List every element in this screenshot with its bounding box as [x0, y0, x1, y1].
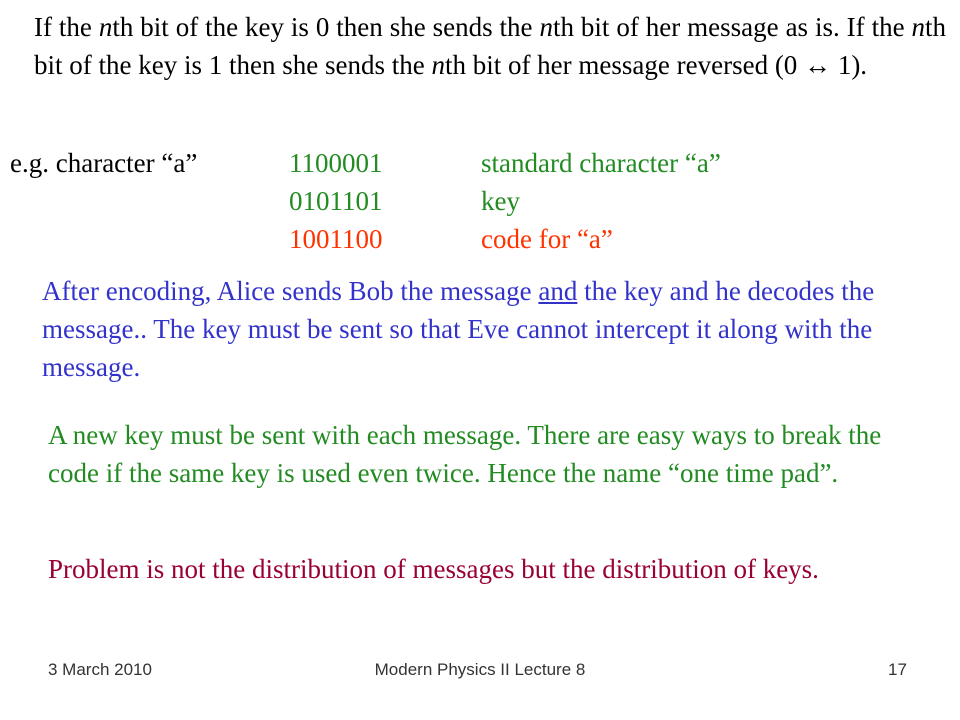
- example-description: key: [481, 186, 520, 216]
- footer-page-number: 17: [888, 660, 907, 679]
- intro-italic-n: n: [431, 50, 445, 80]
- bob-text: the key and he decodes the message.. The key must be sent so that Eve cannot intercept it along with the message.: [42, 276, 875, 382]
- intro-text: th bit of the key is 1 then she sends the: [34, 12, 947, 80]
- example-row: [289, 144, 721, 182]
- problem-paragraph: Problem is not the distribution of messages but the distribution of keys.: [48, 554, 819, 584]
- bob-text: After encoding, Alice sends Bob the message: [42, 276, 539, 306]
- intro-italic-n: n: [98, 12, 113, 42]
- intro-italic-n: n: [911, 12, 925, 42]
- double-arrow-symbol: ↔: [804, 50, 832, 80]
- example-description: standard character “a”: [481, 148, 721, 178]
- footer-date: 3 March 2010: [48, 660, 152, 679]
- example-bits: 0101101: [289, 186, 383, 216]
- example-row: [289, 182, 721, 220]
- example-table: [289, 144, 721, 258]
- example-row: [289, 220, 721, 258]
- example-label: e.g. character “a”: [10, 148, 198, 178]
- intro-italic-n: n: [539, 12, 553, 42]
- intro-text: th bit of her message as is. If the: [552, 12, 912, 42]
- example-bits: 1100001: [289, 148, 383, 178]
- example-description: code for “a”: [481, 224, 613, 254]
- underlined-and: and: [538, 276, 578, 306]
- intro-text: 1).: [831, 50, 868, 80]
- intro-text: th bit of the key is 0 then she sends the: [112, 12, 540, 42]
- intro-text: th bit of her message reversed (0: [444, 50, 805, 80]
- example-bits: 1001100: [289, 224, 383, 254]
- footer-title: Modern Physics II Lecture 8: [374, 660, 586, 679]
- bob-paragraph: [42, 272, 882, 386]
- intro-paragraph: [34, 8, 946, 84]
- intro-text: If the: [34, 12, 99, 42]
- key-paragraph: A new key must be sent with each message. There are easy ways to break the code if the same key is used even twice. Hence the name “one time pad”.: [48, 420, 882, 488]
